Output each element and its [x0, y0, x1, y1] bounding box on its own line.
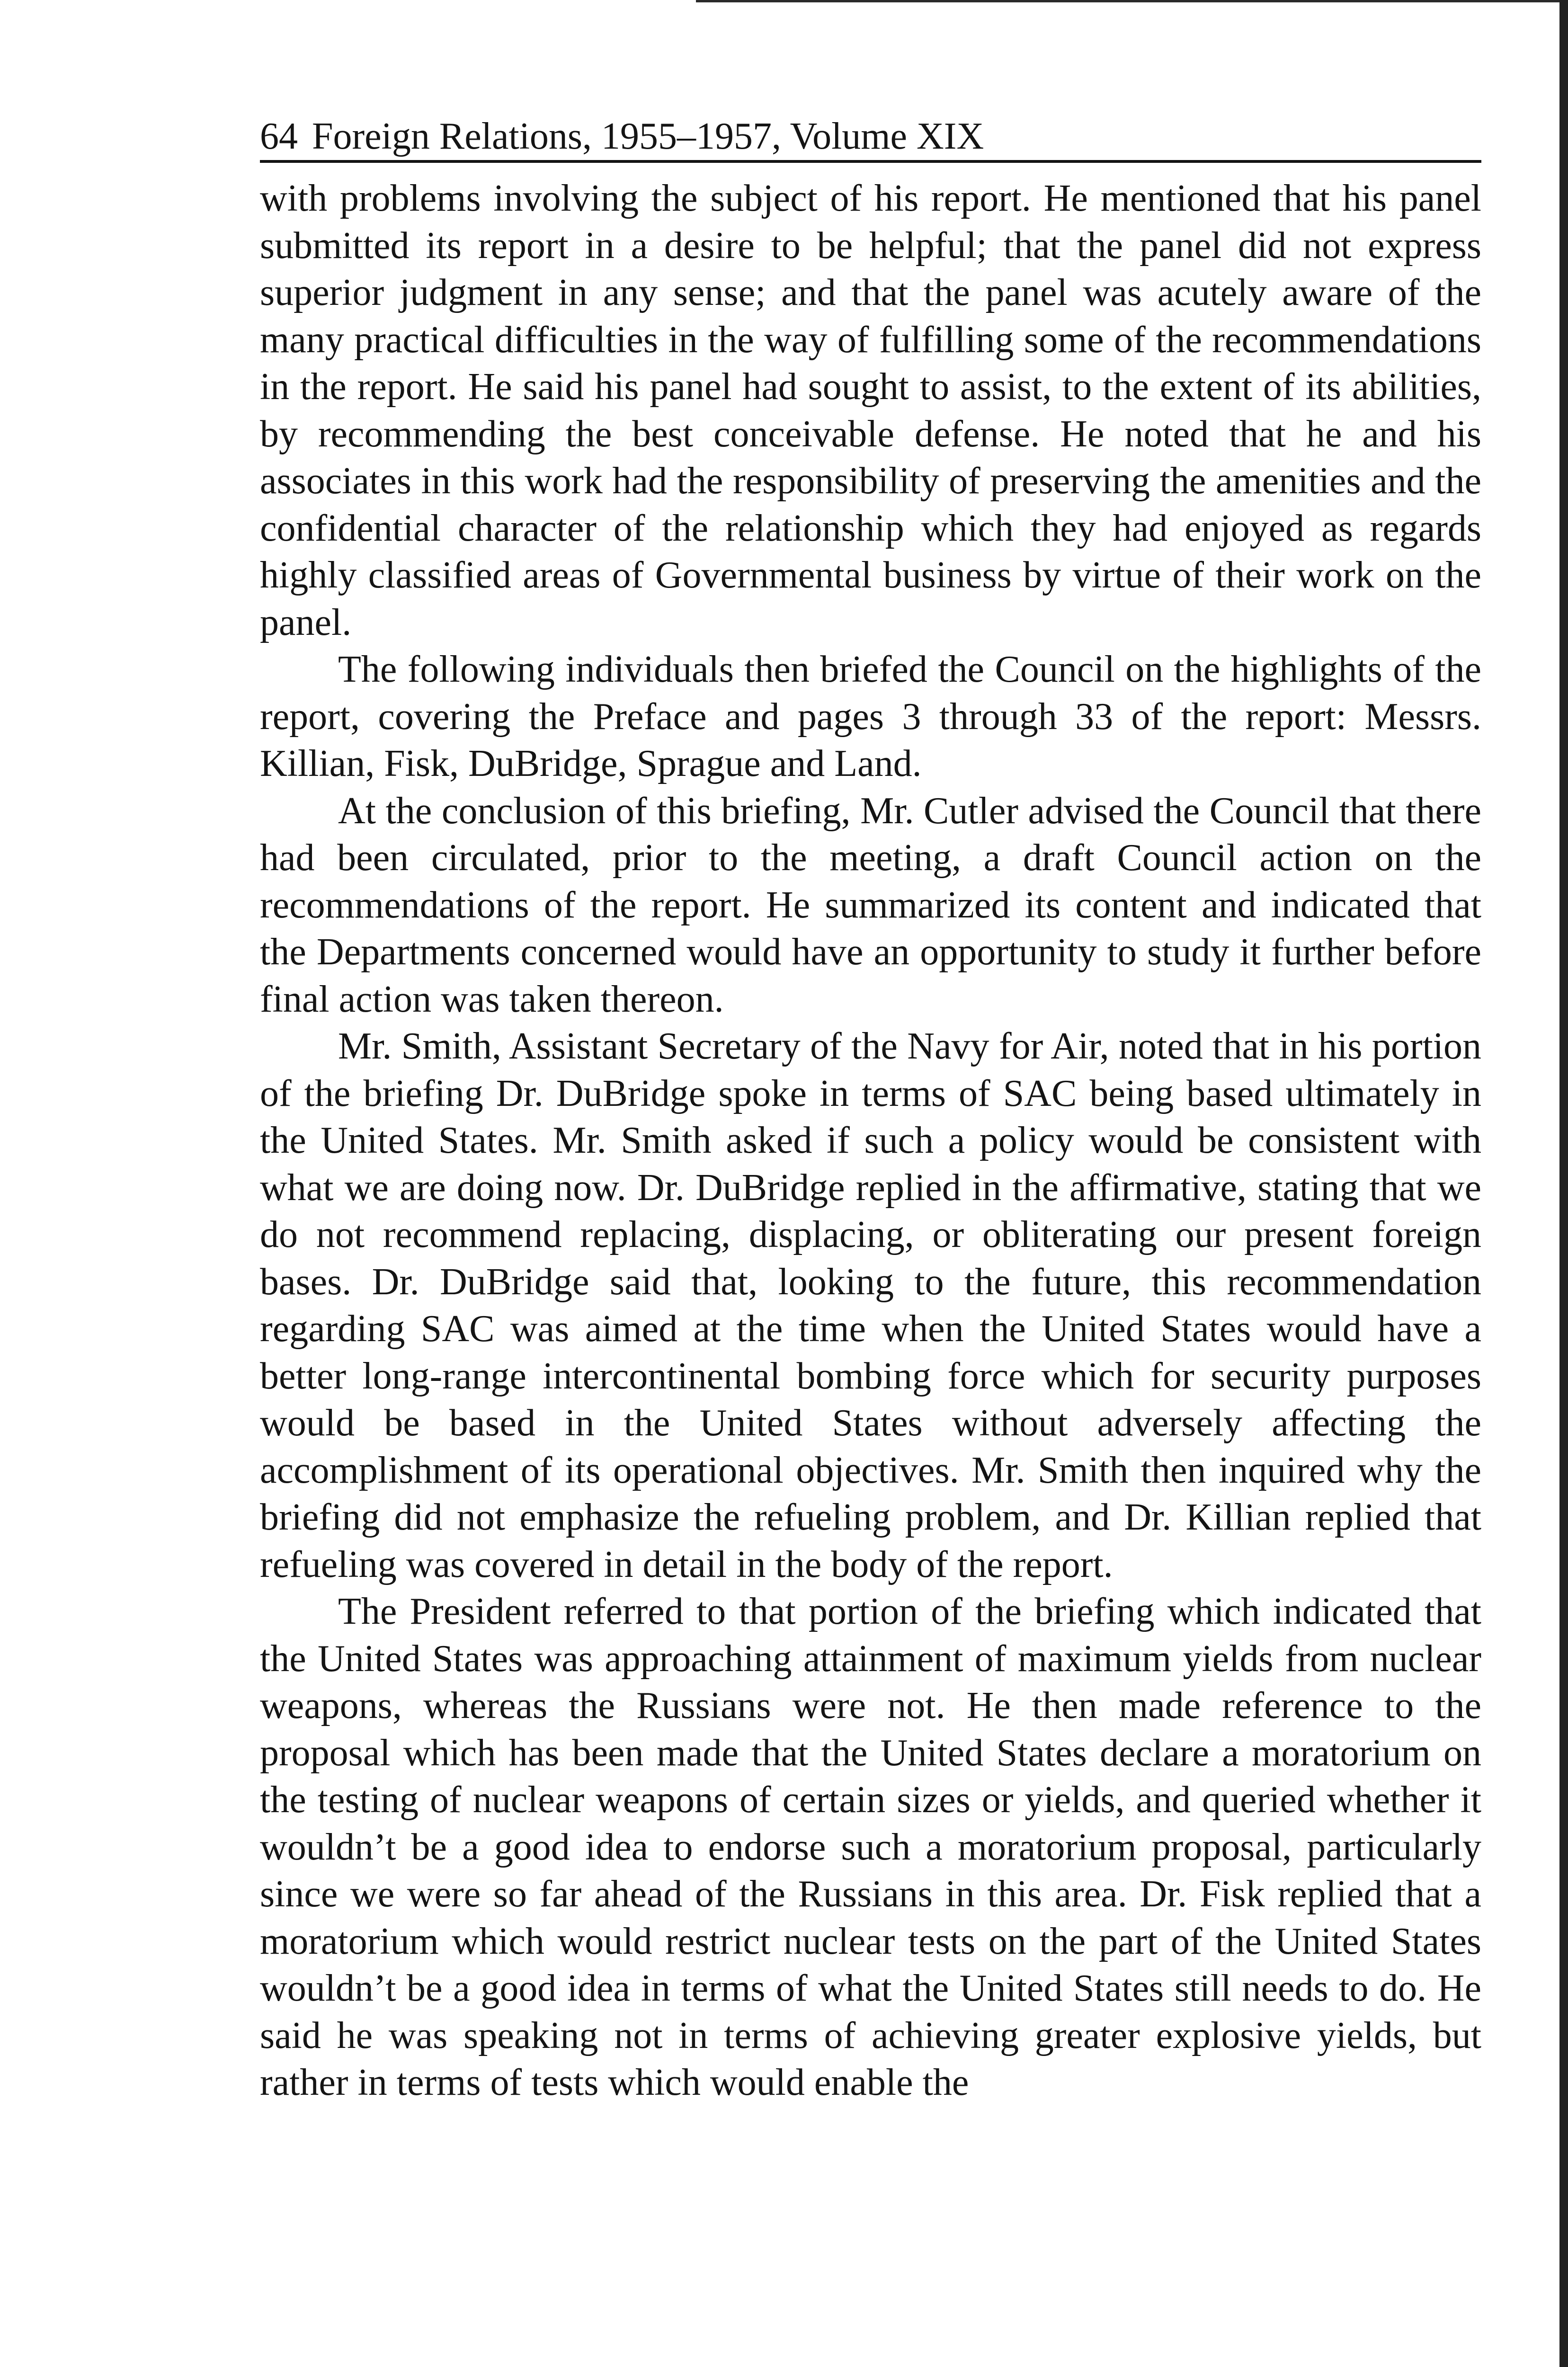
paragraph-briefing-individuals: The following individuals then briefed the Council on the highlights of the report, covering the Preface and pages 3 through 33 of the report: Messrs. Killian, Fisk, DuBridge, Sprague and Land. [260, 649, 1481, 784]
page-number: 64 [260, 116, 298, 157]
paragraph-continuation: with problems involving the subject of his report. He mentioned that his panel submitted its report in a desire to be helpful; that the panel did not express superior judgment in any sense; and that the panel was acutely aware of the many practical difficulties in the way of fulfilling some of the recommendations in the report. He said his panel had sought to assist, to the extent of its abilities, by recommending the best conceivable defense. He noted that he and his associates in this work had the responsibility of preserving the amenities and the confidential character of the relationship which they had enjoyed as regards highly classified areas of Governmental business by virtue of their work on the panel. [260, 178, 1481, 643]
document-page [260, 114, 1481, 2107]
paragraph-president-moratorium: The President referred to that portion of the briefing which indicated that the United States was approaching attainment of maximum yields from nuclear weapons, whereas the Russians were not. He then made reference to the proposal which has been made that the United States declare a moratorium on the testing of nuclear weapons of certain sizes or yields, and queried whether it wouldn’t be a good idea to endorse such a moratorium proposal, particularly since we were so far ahead of the Russians in this area. Dr. Fisk replied that a moratorium which would restrict nuclear tests on the part of the United States wouldn’t be a good idea in terms of what the United States still needs to do. He said he was speaking not in terms of achieving greater explosive yields, but rather in terms of tests which would enable the [260, 1591, 1481, 2103]
paragraph-cutler-advice: At the conclusion of this briefing, Mr. Cutler advised the Council that there had been circulated, prior to the meeting, a draft Council action on the recommendations of the report. He summarized its content and indicated that the Departments concerned would have an opportunity to study it further before final action was taken thereon. [260, 790, 1481, 1020]
paragraph-smith-sac: Mr. Smith, Assistant Secretary of the Navy for Air, noted that in his portion of the briefing Dr. DuBridge spoke in terms of SAC being based ultimately in the United States. Mr. Smith asked if such a policy would be consistent with what we are doing now. Dr. DuBridge replied in the affirmative, stating that we do not recommend replacing, displacing, or obliterating our present foreign bases. Dr. DuBridge said that, looking to the future, this recommendation regarding SAC was aimed at the time when the United States would have a better long-range intercontinental bombing force which for security purposes would be based in the United States without adversely affecting the accomplishment of its operational objectives. Mr. Smith then inquired why the briefing did not emphasize the refueling problem, and Dr. Killian replied that refueling was covered in detail in the body of the report. [260, 1025, 1481, 1585]
scan-edge-right [1559, 0, 1568, 2367]
running-header [260, 114, 1481, 163]
volume-title: Foreign Relations, 1955–1957, Volume XIX [312, 116, 984, 157]
scan-edge-top [696, 0, 1568, 2]
